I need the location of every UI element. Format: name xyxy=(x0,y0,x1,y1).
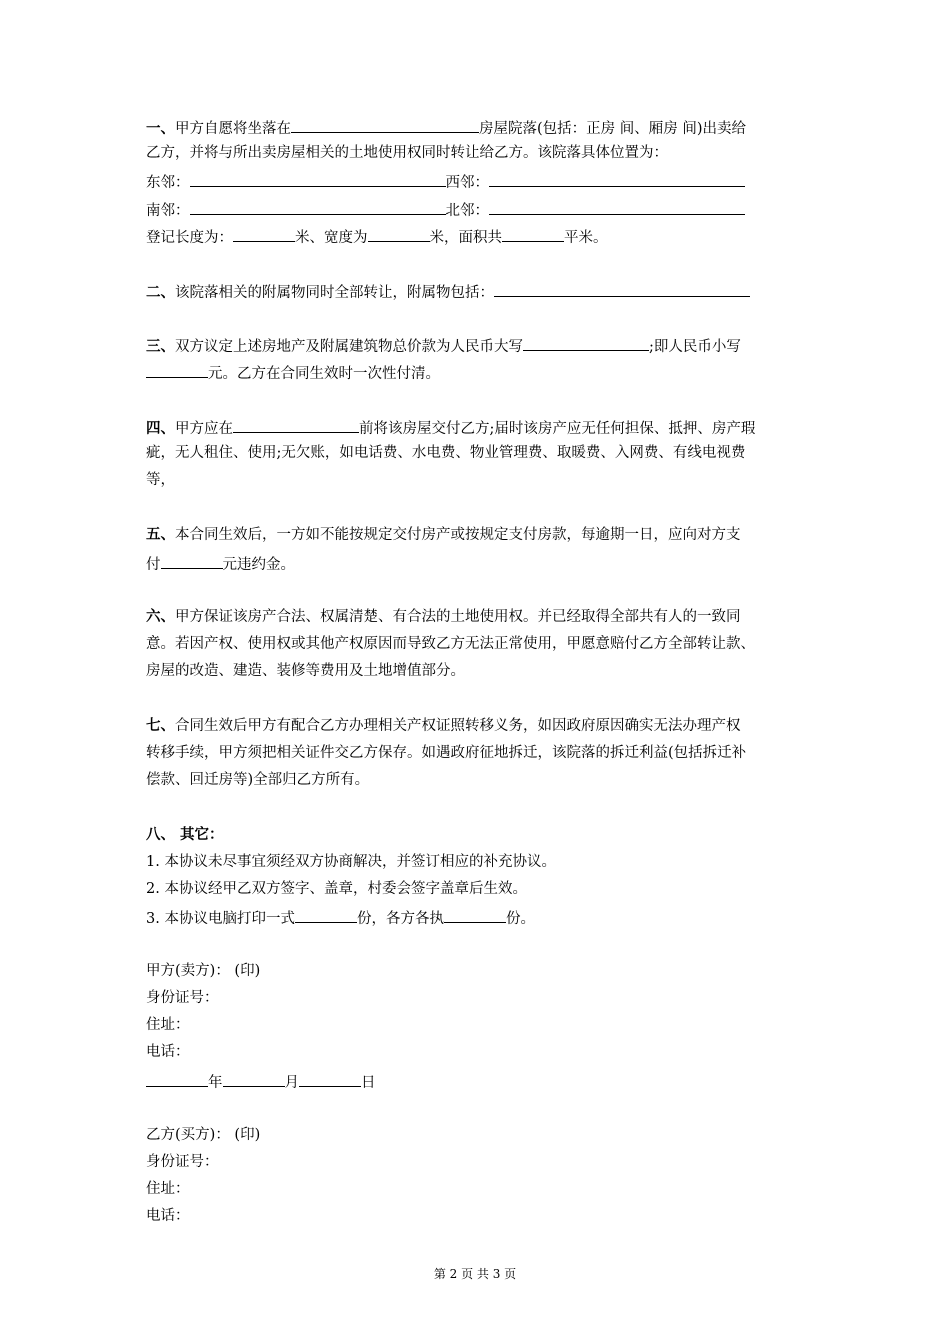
s8-text: 份。 xyxy=(505,911,535,927)
location-blank[interactable] xyxy=(291,116,479,133)
s4-number: 四、 xyxy=(146,420,175,437)
party-a-date xyxy=(146,1070,376,1093)
page-footer: 第 2 页 共 3 页 xyxy=(433,1267,517,1281)
penalty-blank[interactable] xyxy=(161,552,223,569)
s6-text: 甲方保证该房产合法、权属清楚、有合法的土地使用权。并已经取得全部共有人的一致同 xyxy=(175,609,741,625)
east-label: 东邻： xyxy=(146,175,190,191)
party-b-id: 身份证号： xyxy=(146,1154,219,1170)
day-blank[interactable] xyxy=(299,1070,361,1087)
s8-title: 八、 其它： xyxy=(146,826,224,843)
party-b-address: 住址： xyxy=(146,1181,190,1197)
s6-line1 xyxy=(146,607,741,627)
s5-text: 元违约金。 xyxy=(222,557,295,573)
north-blank[interactable] xyxy=(489,198,745,215)
s1-number: 一、 xyxy=(146,120,175,137)
s5-text: 付 xyxy=(146,557,161,573)
s1-text: 甲方自愿将坐落在 xyxy=(175,121,291,137)
s5-text: 本合同生效后，一方如不能按规定交付房产或按规定支付房款，每逾期一日，应向对方支 xyxy=(175,527,741,543)
s3-text: 元。乙方在合同生效时一次性付清。 xyxy=(208,366,440,382)
s1-text: 房屋院落(包括：正房 间、厢房 间)出卖给 xyxy=(479,121,747,137)
party-a-title: 甲方(卖方)： (印) xyxy=(146,963,261,979)
month-blank[interactable] xyxy=(223,1070,285,1087)
s7-text: 合同生效后甲方有配合乙方办理相关产权证照转移义务，如因政府原因确实无法办理产权 xyxy=(175,718,741,734)
s7-line2: 转移手续，甲方须把相关证件交乙方保存。如遇政府征地拆迁，该院落的拆迁利益(包括拆迁补 xyxy=(146,745,747,761)
party-a-phone: 电话： xyxy=(146,1044,190,1060)
party-a-id: 身份证号： xyxy=(146,990,219,1006)
s1-dimensions xyxy=(146,225,608,248)
price-lower-blank[interactable] xyxy=(146,361,208,378)
s7-line1 xyxy=(146,716,741,736)
s2-number: 二、 xyxy=(146,284,175,301)
s8-item1: 1. 本协议未尽事宜须经双方协商解决，并签订相应的补充协议。 xyxy=(146,854,556,870)
south-label: 南邻： xyxy=(146,203,190,219)
s1-line2: 乙方，并将与所出卖房屋相关的土地使用权同时转让给乙方。该院落具体位置为： xyxy=(146,145,668,161)
s3-text: ;即人民币小写 xyxy=(649,339,741,355)
s2-line1 xyxy=(146,280,750,303)
s4-line3: 等， xyxy=(146,472,175,488)
length-label: 登记长度为： xyxy=(146,230,233,246)
s5-line2 xyxy=(146,552,295,575)
month-label: 月 xyxy=(284,1075,299,1091)
s7-line3: 偿款、回迁房等)全部归乙方所有。 xyxy=(146,772,370,788)
s2-text: 该院落相关的附属物同时全部转让，附属物包括： xyxy=(175,285,494,301)
delivery-date-blank[interactable] xyxy=(233,416,359,433)
s1-line1 xyxy=(146,116,746,139)
attachments-blank[interactable] xyxy=(494,280,750,297)
length-blank[interactable] xyxy=(233,225,295,242)
copies-each-blank[interactable] xyxy=(444,906,506,923)
s4-text: 前将该房屋交付乙方;届时该房产应无任何担保、抵押、房产瑕 xyxy=(359,421,756,437)
south-blank[interactable] xyxy=(190,198,446,215)
north-label: 北邻： xyxy=(445,203,489,219)
s6-number: 六、 xyxy=(146,608,175,625)
s3-number: 三、 xyxy=(146,338,175,355)
area-blank[interactable] xyxy=(502,225,564,242)
s3-line1 xyxy=(146,334,741,357)
area-label: 米，面积共 xyxy=(429,230,502,246)
party-b-phone: 电话： xyxy=(146,1208,190,1224)
west-label: 西邻： xyxy=(445,175,489,191)
s3-text: 双方议定上述房地产及附属建筑物总价款为人民币大写 xyxy=(175,339,523,355)
s4-text: 甲方应在 xyxy=(175,421,233,437)
s5-line1 xyxy=(146,525,741,545)
s6-line3: 房屋的改造、建造、装修等费用及土地增值部分。 xyxy=(146,663,465,679)
west-blank[interactable] xyxy=(489,170,745,187)
s8-item3 xyxy=(146,906,535,929)
s3-line2 xyxy=(146,361,440,384)
year-label: 年 xyxy=(208,1075,223,1091)
s6-line2: 意。若因产权、使用权或其他产权原因而导致乙方无法正常使用，甲愿意赔付乙方全部转让款、 xyxy=(146,636,755,652)
s4-line2: 疵，无人租住、使用;无欠账，如电话费、水电费、物业管理费、取暖费、入网费、有线电视费 xyxy=(146,445,746,461)
east-blank[interactable] xyxy=(190,170,446,187)
width-label: 米、宽度为 xyxy=(295,230,368,246)
copies-blank[interactable] xyxy=(295,906,357,923)
sqm-label: 平米。 xyxy=(564,230,608,246)
width-blank[interactable] xyxy=(368,225,430,242)
s8-item2: 2. 本协议经甲乙双方签字、盖章，村委会签字盖章后生效。 xyxy=(146,881,527,897)
price-upper-blank[interactable] xyxy=(523,334,649,351)
s4-line1 xyxy=(146,416,755,439)
s5-number: 五、 xyxy=(146,526,175,543)
s8-text: 3. 本协议电脑打印一式 xyxy=(146,911,295,927)
s8-text: 份，各方各执 xyxy=(356,911,444,927)
s1-south-north xyxy=(146,198,745,221)
party-a-address: 住址： xyxy=(146,1017,190,1033)
year-blank[interactable] xyxy=(146,1070,208,1087)
s1-east-west xyxy=(146,170,745,193)
party-b-title: 乙方(买方)： (印) xyxy=(146,1127,261,1143)
day-label: 日 xyxy=(361,1075,376,1091)
s7-number: 七、 xyxy=(146,717,175,734)
